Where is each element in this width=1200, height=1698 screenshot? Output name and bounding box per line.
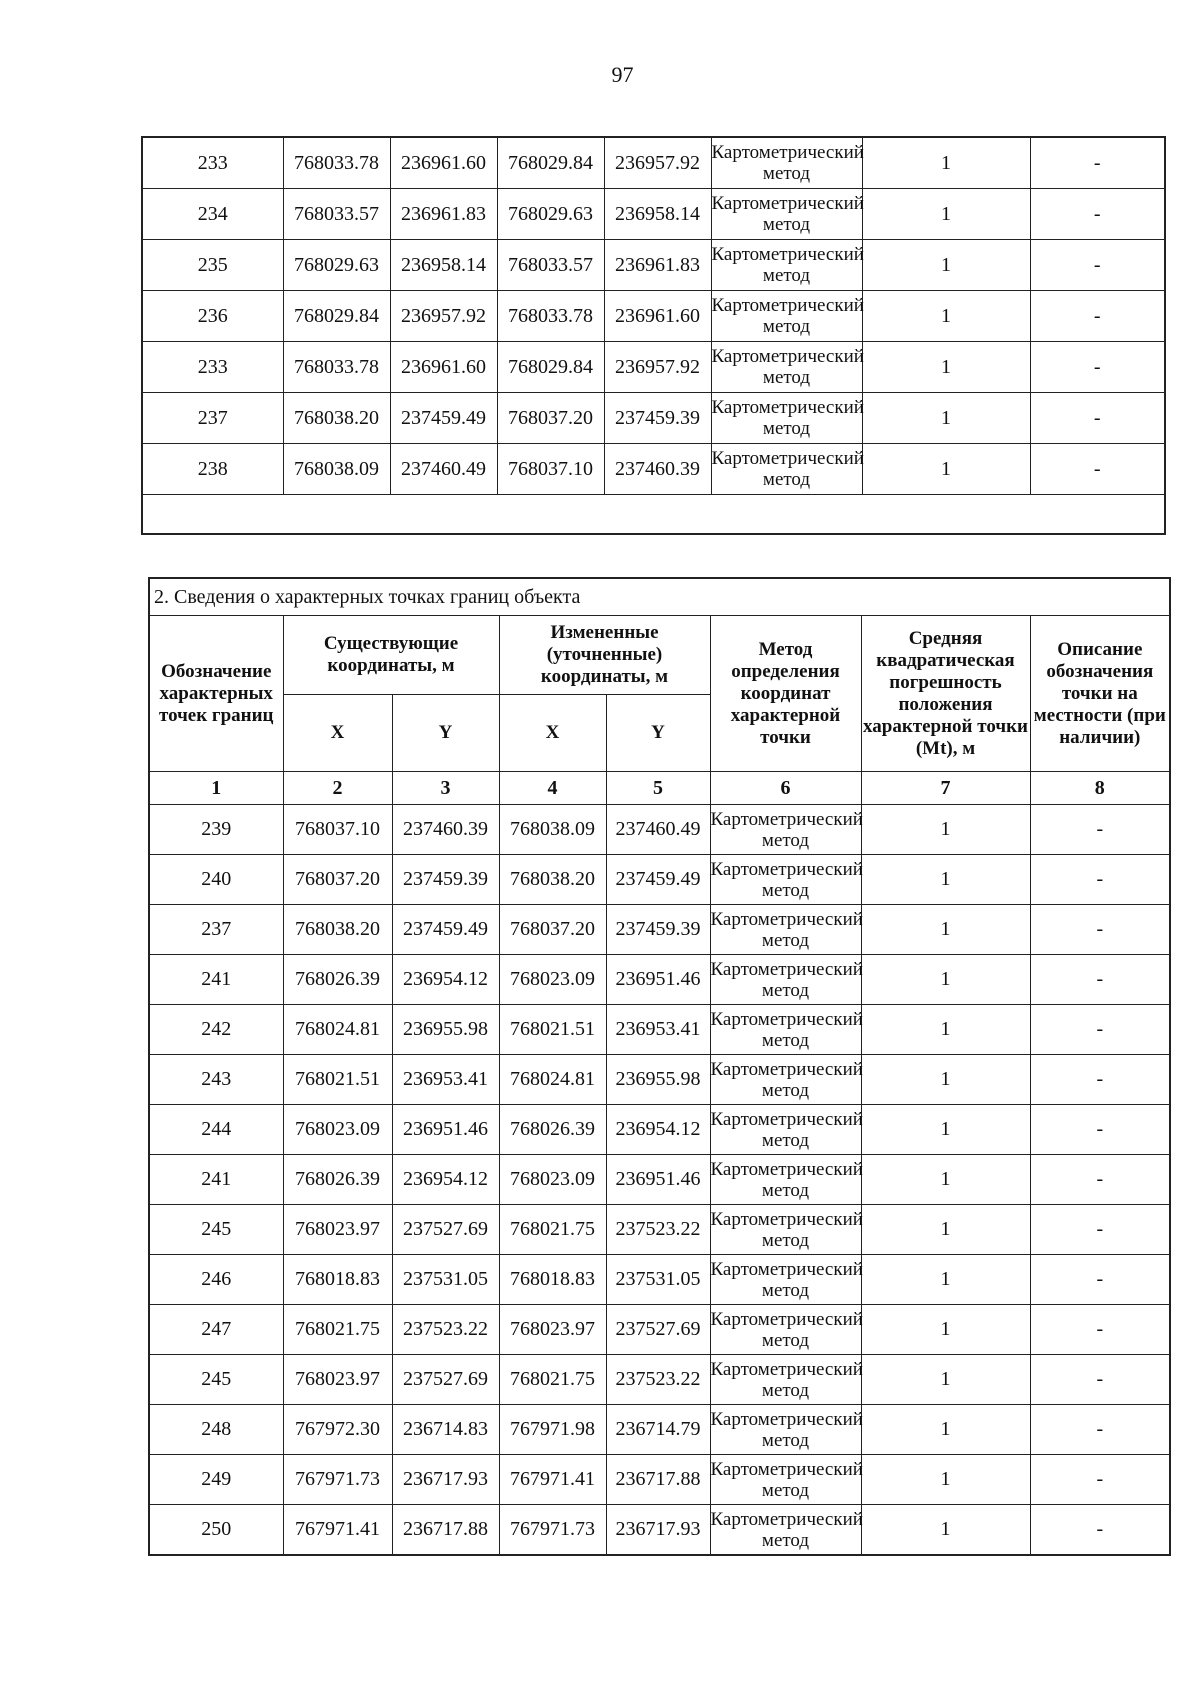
description-cell: -: [1030, 393, 1165, 444]
mt-value: 1: [861, 1305, 1030, 1355]
existing-y: 237460.49: [390, 444, 497, 495]
mt-value: 1: [862, 444, 1030, 495]
method-cell: Картометрический метод: [710, 955, 861, 1005]
header-changed-coords: Измененные (уточненные) координаты, м: [499, 616, 710, 695]
point-number: 237: [149, 905, 283, 955]
table-row: [149, 805, 1170, 855]
method-cell: Картометрический метод: [711, 240, 862, 291]
existing-x: 768026.39: [283, 955, 392, 1005]
mt-value: 1: [862, 393, 1030, 444]
point-number: 241: [149, 1155, 283, 1205]
description-cell: -: [1030, 189, 1165, 240]
table-row: [142, 291, 1165, 342]
method-cell: Картометрический метод: [711, 189, 862, 240]
changed-y: 237460.39: [604, 444, 711, 495]
table-row: [149, 1155, 1170, 1205]
mt-value: 1: [861, 1005, 1030, 1055]
header-y-existing: Y: [392, 695, 499, 772]
method-cell: Картометрический метод: [710, 805, 861, 855]
method-cell: Картометрический метод: [710, 1255, 861, 1305]
description-cell: -: [1030, 1405, 1170, 1455]
mt-value: 1: [862, 137, 1030, 189]
changed-x: 768038.20: [499, 855, 606, 905]
changed-x: 768037.20: [497, 393, 604, 444]
table-row: [149, 1205, 1170, 1255]
header-mt: Средняя квадратическая погрешность положения характерной точки (Mt), м: [861, 616, 1030, 772]
mt-value: 1: [861, 1255, 1030, 1305]
table-row: [149, 955, 1170, 1005]
description-cell: -: [1030, 1105, 1170, 1155]
points-table-continued: [141, 136, 1166, 535]
point-number: 239: [149, 805, 283, 855]
header-existing-coords: Существующие координаты, м: [283, 616, 499, 695]
description-cell: -: [1030, 1005, 1170, 1055]
mt-value: 1: [861, 905, 1030, 955]
point-number: 238: [142, 444, 283, 495]
changed-x: 768029.84: [497, 342, 604, 393]
changed-x: 768037.20: [499, 905, 606, 955]
changed-x: 768018.83: [499, 1255, 606, 1305]
existing-x: 768038.09: [283, 444, 390, 495]
mt-value: 1: [861, 1105, 1030, 1155]
description-cell: -: [1030, 444, 1165, 495]
changed-y: 236958.14: [604, 189, 711, 240]
changed-x: 768037.10: [497, 444, 604, 495]
changed-y: 237531.05: [606, 1255, 710, 1305]
table-row: [149, 1355, 1170, 1405]
method-cell: Картометрический метод: [710, 1355, 861, 1405]
empty-cell: [142, 495, 1165, 535]
existing-y: 236951.46: [392, 1105, 499, 1155]
table-row: [149, 855, 1170, 905]
existing-y: 236961.60: [390, 137, 497, 189]
description-cell: -: [1030, 240, 1165, 291]
description-cell: -: [1030, 1155, 1170, 1205]
header-y-changed: Y: [606, 695, 710, 772]
mt-value: 1: [861, 1505, 1030, 1556]
description-cell: -: [1030, 955, 1170, 1005]
table-row: [142, 393, 1165, 444]
table-row: [149, 905, 1170, 955]
existing-x: 768024.81: [283, 1005, 392, 1055]
mt-value: 1: [861, 955, 1030, 1005]
changed-x: 768033.57: [497, 240, 604, 291]
existing-y: 237531.05: [392, 1255, 499, 1305]
table-row: [149, 1255, 1170, 1305]
existing-x: 768033.78: [283, 137, 390, 189]
existing-x: 768023.09: [283, 1105, 392, 1155]
method-cell: Картометрический метод: [710, 855, 861, 905]
changed-x: 768038.09: [499, 805, 606, 855]
table-title: 2. Сведения о характерных точках границ объекта: [149, 578, 1170, 616]
existing-y: 237527.69: [392, 1355, 499, 1405]
changed-y: 237523.22: [606, 1205, 710, 1255]
column-number: 4: [499, 772, 606, 805]
changed-y: 236717.93: [606, 1505, 710, 1556]
boundary-points-table: [148, 577, 1171, 1556]
table-row: [149, 1305, 1170, 1355]
changed-x: 768021.51: [499, 1005, 606, 1055]
mt-value: 1: [862, 240, 1030, 291]
changed-y: 236951.46: [606, 955, 710, 1005]
description-cell: -: [1030, 855, 1170, 905]
existing-x: 767971.73: [283, 1455, 392, 1505]
changed-y: 237527.69: [606, 1305, 710, 1355]
column-number: 6: [710, 772, 861, 805]
point-number: 242: [149, 1005, 283, 1055]
point-number: 240: [149, 855, 283, 905]
column-number: 5: [606, 772, 710, 805]
changed-y: 236961.60: [604, 291, 711, 342]
header-method: Метод определения координат характерной точки: [710, 616, 861, 772]
mt-value: 1: [861, 1455, 1030, 1505]
method-cell: Картометрический метод: [710, 905, 861, 955]
column-number: 2: [283, 772, 392, 805]
changed-x: 767971.41: [499, 1455, 606, 1505]
existing-x: 767971.41: [283, 1505, 392, 1556]
changed-y: 236961.83: [604, 240, 711, 291]
table-row: [149, 1405, 1170, 1455]
description-cell: -: [1030, 805, 1170, 855]
changed-x: 768023.09: [499, 1155, 606, 1205]
point-number: 234: [142, 189, 283, 240]
existing-y: 236717.88: [392, 1505, 499, 1556]
method-cell: Картометрический метод: [710, 1455, 861, 1505]
changed-y: 236714.79: [606, 1405, 710, 1455]
point-number: 236: [142, 291, 283, 342]
method-cell: Картометрический метод: [711, 137, 862, 189]
description-cell: -: [1030, 342, 1165, 393]
changed-x: 768029.63: [497, 189, 604, 240]
table2-body: [149, 805, 1170, 1556]
method-cell: Картометрический метод: [710, 1005, 861, 1055]
header-x-changed: X: [499, 695, 606, 772]
mt-value: 1: [861, 1155, 1030, 1205]
table-row: [142, 240, 1165, 291]
changed-y: 237523.22: [606, 1355, 710, 1405]
existing-x: 768021.75: [283, 1305, 392, 1355]
mt-value: 1: [861, 1055, 1030, 1105]
existing-y: 236954.12: [392, 955, 499, 1005]
description-cell: -: [1030, 1305, 1170, 1355]
changed-y: 237459.49: [606, 855, 710, 905]
changed-x: 768033.78: [497, 291, 604, 342]
method-cell: Картометрический метод: [710, 1055, 861, 1105]
point-number: 233: [142, 342, 283, 393]
existing-y: 236953.41: [392, 1055, 499, 1105]
mt-value: 1: [861, 805, 1030, 855]
table-row: [149, 1505, 1170, 1556]
existing-y: 237460.39: [392, 805, 499, 855]
existing-x: 768037.10: [283, 805, 392, 855]
changed-x: 768021.75: [499, 1355, 606, 1405]
changed-x: 768023.09: [499, 955, 606, 1005]
mt-value: 1: [862, 291, 1030, 342]
method-cell: Картометрический метод: [710, 1505, 861, 1556]
existing-x: 768029.63: [283, 240, 390, 291]
existing-x: 768033.57: [283, 189, 390, 240]
changed-y: 237459.39: [604, 393, 711, 444]
point-number: 250: [149, 1505, 283, 1556]
existing-y: 236957.92: [390, 291, 497, 342]
existing-y: 236961.60: [390, 342, 497, 393]
method-cell: Картометрический метод: [710, 1155, 861, 1205]
existing-y: 236958.14: [390, 240, 497, 291]
column-number: 3: [392, 772, 499, 805]
mt-value: 1: [861, 855, 1030, 905]
existing-x: 767972.30: [283, 1405, 392, 1455]
changed-x: 768029.84: [497, 137, 604, 189]
changed-x: 768026.39: [499, 1105, 606, 1155]
mt-value: 1: [861, 1405, 1030, 1455]
mt-value: 1: [862, 189, 1030, 240]
existing-x: 768033.78: [283, 342, 390, 393]
changed-y: 236954.12: [606, 1105, 710, 1155]
existing-y: 236717.93: [392, 1455, 499, 1505]
column-number: 1: [149, 772, 283, 805]
table-row: [149, 1055, 1170, 1105]
description-cell: -: [1030, 905, 1170, 955]
point-number: 237: [142, 393, 283, 444]
table-row: [149, 1455, 1170, 1505]
method-cell: Картометрический метод: [710, 1105, 861, 1155]
existing-x: 768038.20: [283, 905, 392, 955]
header-designation: Обозначение характерных точек границ: [149, 616, 283, 772]
changed-y: 237459.39: [606, 905, 710, 955]
changed-y: 236951.46: [606, 1155, 710, 1205]
table-row: [142, 189, 1165, 240]
point-number: 246: [149, 1255, 283, 1305]
point-number: 248: [149, 1405, 283, 1455]
method-cell: Картометрический метод: [711, 444, 862, 495]
empty-row: [142, 495, 1165, 535]
existing-y: 236714.83: [392, 1405, 499, 1455]
point-number: 243: [149, 1055, 283, 1105]
method-cell: Картометрический метод: [711, 291, 862, 342]
column-number: 8: [1030, 772, 1170, 805]
point-number: 235: [142, 240, 283, 291]
table-row: [142, 137, 1165, 189]
existing-x: 768037.20: [283, 855, 392, 905]
changed-x: 768021.75: [499, 1205, 606, 1255]
existing-x: 768029.84: [283, 291, 390, 342]
existing-y: 237459.39: [392, 855, 499, 905]
method-cell: Картометрический метод: [710, 1305, 861, 1355]
table-row: [142, 342, 1165, 393]
changed-x: 767971.73: [499, 1505, 606, 1556]
table-row: [149, 1105, 1170, 1155]
existing-y: 237459.49: [392, 905, 499, 955]
table-row: [142, 444, 1165, 495]
point-number: 249: [149, 1455, 283, 1505]
changed-x: 768024.81: [499, 1055, 606, 1105]
table-row: [149, 1005, 1170, 1055]
existing-y: 237523.22: [392, 1305, 499, 1355]
existing-x: 768026.39: [283, 1155, 392, 1205]
existing-y: 237459.49: [390, 393, 497, 444]
changed-y: 236955.98: [606, 1055, 710, 1105]
changed-y: 236957.92: [604, 342, 711, 393]
description-cell: -: [1030, 1505, 1170, 1556]
point-number: 245: [149, 1205, 283, 1255]
existing-x: 768023.97: [283, 1355, 392, 1405]
description-cell: -: [1030, 1455, 1170, 1505]
changed-y: 236717.88: [606, 1455, 710, 1505]
header-x-existing: X: [283, 695, 392, 772]
point-number: 247: [149, 1305, 283, 1355]
description-cell: -: [1030, 291, 1165, 342]
existing-y: 237527.69: [392, 1205, 499, 1255]
description-cell: -: [1030, 1055, 1170, 1105]
mt-value: 1: [861, 1205, 1030, 1255]
description-cell: -: [1030, 1255, 1170, 1305]
existing-x: 768023.97: [283, 1205, 392, 1255]
description-cell: -: [1030, 137, 1165, 189]
point-number: 241: [149, 955, 283, 1005]
description-cell: -: [1030, 1205, 1170, 1255]
changed-x: 768023.97: [499, 1305, 606, 1355]
method-cell: Картометрический метод: [711, 342, 862, 393]
mt-value: 1: [862, 342, 1030, 393]
point-number: 244: [149, 1105, 283, 1155]
column-numbers-row: [149, 772, 1170, 805]
table1-body: [142, 137, 1165, 534]
changed-x: 767971.98: [499, 1405, 606, 1455]
mt-value: 1: [861, 1355, 1030, 1405]
existing-y: 236954.12: [392, 1155, 499, 1205]
existing-y: 236961.83: [390, 189, 497, 240]
changed-y: 237460.49: [606, 805, 710, 855]
header-description: Описание обозначения точки на местности (при наличии): [1030, 616, 1170, 772]
description-cell: -: [1030, 1355, 1170, 1405]
point-number: 233: [142, 137, 283, 189]
changed-y: 236953.41: [606, 1005, 710, 1055]
existing-y: 236955.98: [392, 1005, 499, 1055]
existing-x: 768018.83: [283, 1255, 392, 1305]
method-cell: Картометрический метод: [710, 1405, 861, 1455]
method-cell: Картометрический метод: [710, 1205, 861, 1255]
existing-x: 768038.20: [283, 393, 390, 444]
existing-x: 768021.51: [283, 1055, 392, 1105]
page-number: 97: [611, 62, 634, 87]
changed-y: 236957.92: [604, 137, 711, 189]
column-number: 7: [861, 772, 1030, 805]
point-number: 245: [149, 1355, 283, 1405]
method-cell: Картометрический метод: [711, 393, 862, 444]
